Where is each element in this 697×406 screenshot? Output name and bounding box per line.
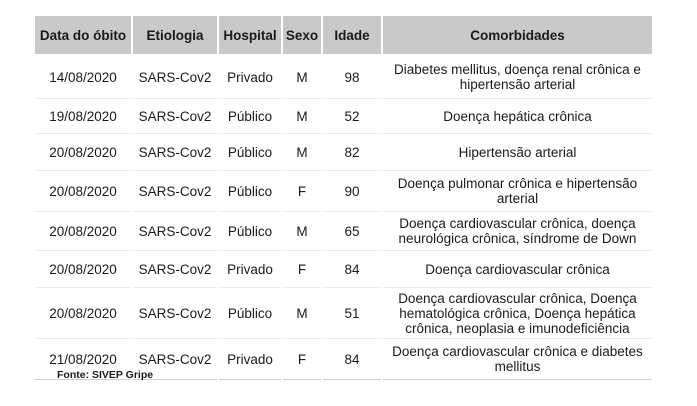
header-etiology: Etiologia: [133, 16, 217, 56]
cell-death-date: 20/08/2020: [35, 171, 131, 212]
cell-death-date: 19/08/2020: [35, 99, 131, 134]
cell-sex: M: [283, 99, 321, 134]
cell-death-date: 14/08/2020: [35, 56, 131, 99]
cell-death-date: 20/08/2020: [35, 251, 131, 288]
cell-sex: M: [283, 212, 321, 251]
table-row: [35, 56, 652, 99]
cell-age: 84: [323, 339, 381, 380]
cell-comorbidities: Doença cardiovascular crônica e diabetes mellitus: [383, 339, 652, 380]
header-comorbidities: Comorbidades: [383, 16, 652, 56]
cell-death-date: 20/08/2020: [35, 288, 131, 339]
cell-sex: M: [283, 56, 321, 99]
cell-hospital: Público: [219, 134, 281, 171]
cell-hospital: Privado: [219, 251, 281, 288]
cell-etiology: SARS-Cov2: [133, 288, 217, 339]
cell-comorbidities: Doença cardiovascular crônica: [383, 251, 652, 288]
cell-age: 98: [323, 56, 381, 99]
table-row: [35, 99, 652, 134]
header-sex: Sexo: [283, 16, 321, 56]
deaths-table-container: [33, 16, 654, 380]
cell-etiology: SARS-Cov2: [133, 99, 217, 134]
table-row: [35, 212, 652, 251]
cell-hospital: Público: [219, 99, 281, 134]
cell-comorbidities: Doença cardiovascular crônica, Doença hematológica crônica, Doença hepática crônica, neoplasia e imunodeficiência: [383, 288, 652, 339]
deaths-table: [33, 16, 654, 380]
table-row: [35, 288, 652, 339]
cell-etiology: SARS-Cov2: [133, 339, 217, 380]
cell-etiology: SARS-Cov2: [133, 134, 217, 171]
table-row: [35, 251, 652, 288]
header-hospital: Hospital: [219, 16, 281, 56]
cell-age: 90: [323, 171, 381, 212]
cell-etiology: SARS-Cov2: [133, 171, 217, 212]
cell-hospital: Privado: [219, 339, 281, 380]
cell-sex: F: [283, 171, 321, 212]
header-row: [35, 16, 652, 56]
cell-etiology: SARS-Cov2: [133, 56, 217, 99]
cell-etiology: SARS-Cov2: [133, 212, 217, 251]
cell-age: 84: [323, 251, 381, 288]
cell-death-date: 20/08/2020: [35, 134, 131, 171]
cell-death-date: 20/08/2020: [35, 212, 131, 251]
header-death-date: Data do óbito: [35, 16, 131, 56]
cell-sex: M: [283, 134, 321, 171]
cell-hospital: Privado: [219, 56, 281, 99]
cell-age: 82: [323, 134, 381, 171]
cell-hospital: Público: [219, 212, 281, 251]
cell-sex: M: [283, 288, 321, 339]
cell-etiology: SARS-Cov2: [133, 251, 217, 288]
cell-hospital: Público: [219, 171, 281, 212]
cell-comorbidities: Diabetes mellitus, doença renal crônica e hipertensão arterial: [383, 56, 652, 99]
cell-comorbidities: Doença hepática crônica: [383, 99, 652, 134]
table-header: [35, 16, 652, 56]
cell-hospital: Público: [219, 288, 281, 339]
cell-comorbidities: Doença cardiovascular crônica, doença neurológica crônica, síndrome de Down: [383, 212, 652, 251]
cell-comorbidities: Hipertensão arterial: [383, 134, 652, 171]
source-note: Fonte: SIVEP Gripe: [57, 369, 154, 381]
cell-sex: F: [283, 339, 321, 380]
cell-age: 51: [323, 288, 381, 339]
cell-comorbidities: Doença pulmonar crônica e hipertensão arterial: [383, 171, 652, 212]
table-body: [35, 56, 652, 380]
cell-death-date: 21/08/2020: [35, 339, 131, 380]
table-row: [35, 134, 652, 171]
header-age: Idade: [323, 16, 381, 56]
cell-age: 65: [323, 212, 381, 251]
cell-age: 52: [323, 99, 381, 134]
table-row: [35, 171, 652, 212]
cell-sex: F: [283, 251, 321, 288]
